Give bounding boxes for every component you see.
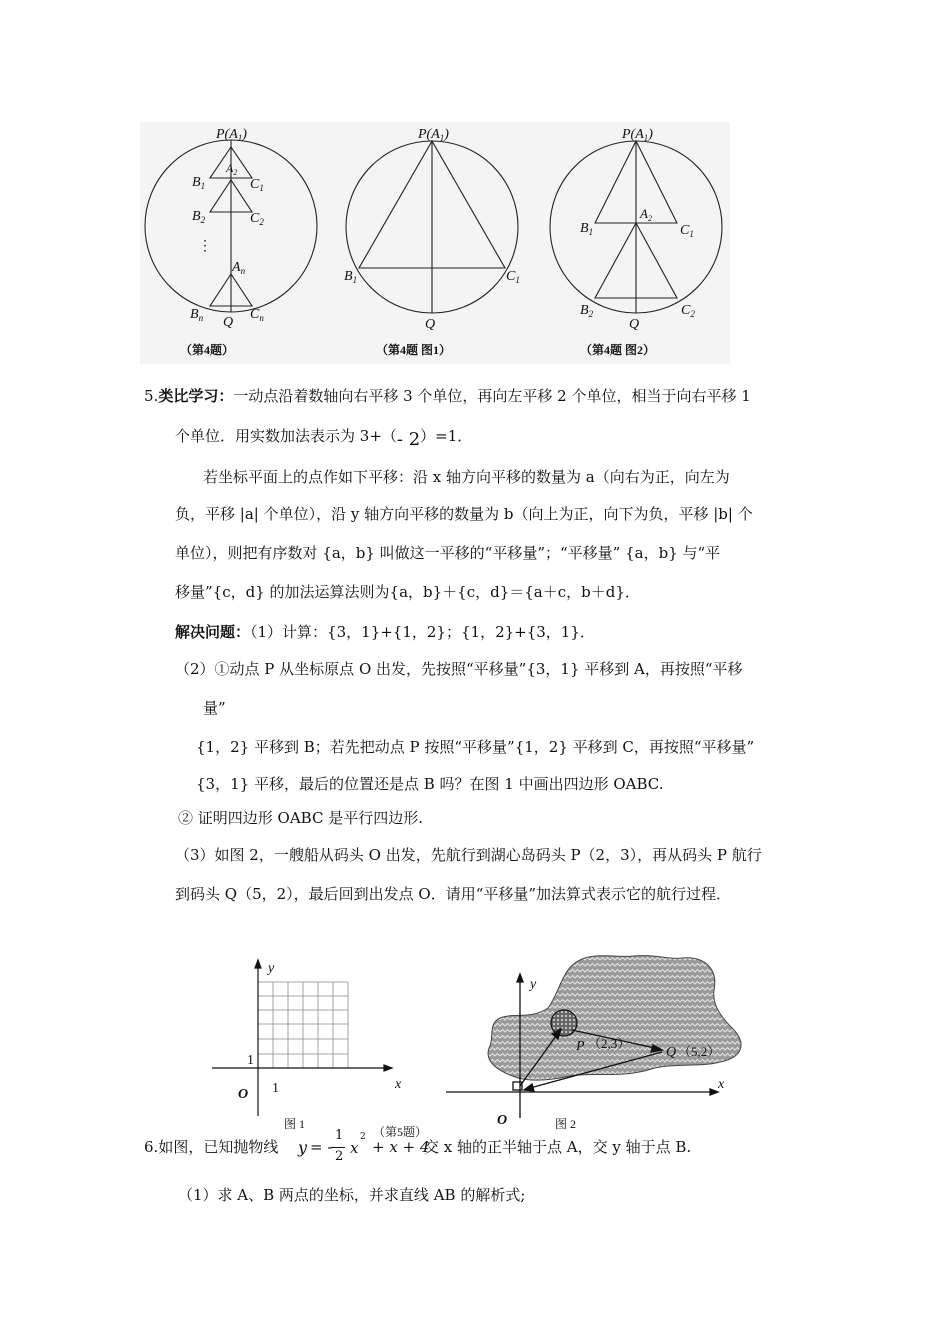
eq-rest: + x + 4 bbox=[372, 1138, 430, 1156]
q5-line-10: {1，2} 平移到 B；若先把动点 P 按照“平移量”{1，2} 平移到 C，再按照“平移量” bbox=[196, 738, 755, 756]
eq-exponent: 2 bbox=[360, 1132, 366, 1142]
q5-line-7 bbox=[175, 622, 595, 642]
label-p-middle: $P(A_1)$ bbox=[418, 127, 449, 143]
label-c2-right: $C_2$ bbox=[681, 303, 695, 319]
label-c1-middle: $C_1$ bbox=[506, 269, 520, 285]
lake-shape bbox=[488, 956, 741, 1081]
q5-line-8: （2）①动点 P 从坐标原点 O 出发，先按照“平移量”{3，1} 平移到 A，再按照“平移 bbox=[175, 660, 743, 678]
label-a2-right: $A_2$ bbox=[640, 206, 652, 223]
q5-line-14: 到码头 Q（5，2），最后回到出发点 O．请用“平移量”加法算式表示它的航行过程． bbox=[175, 885, 732, 903]
label-an: $A_n$ bbox=[232, 260, 246, 276]
q5-line-13: （3）如图 2，一艘船从码头 O 出发，先航行到湖心岛码头 P（2，3），再从码头 P 航行 bbox=[175, 846, 762, 864]
fig2-q-label: Q bbox=[666, 1045, 677, 1060]
label-dots: ⋮ bbox=[198, 239, 212, 254]
fig2-p-coord: （2,3） bbox=[588, 1036, 631, 1051]
q6-number: 6. bbox=[144, 1138, 159, 1156]
label-q-right: Q bbox=[629, 317, 640, 332]
label-cn: $C_n$ bbox=[250, 307, 264, 323]
q6-line-1 bbox=[144, 1128, 844, 1170]
fig1-one-y: 1 bbox=[247, 1053, 254, 1068]
label-b2-right: $B_2$ bbox=[580, 303, 594, 319]
fig2-q-coord: （5,2） bbox=[678, 1044, 721, 1059]
label-bn: $B_n$ bbox=[190, 307, 204, 323]
fig1-caption: 图 1 bbox=[284, 1117, 306, 1131]
q5-line-9: 量” bbox=[203, 699, 226, 717]
q5-number: 5. bbox=[144, 387, 159, 405]
q6-intro: 如图，已知抛物线 bbox=[158, 1138, 279, 1156]
label-c1-left: $C_1$ bbox=[250, 177, 264, 193]
q5-line-12: ② 证明四边形 OABC 是平行四边形. bbox=[178, 809, 423, 827]
fig2-origin: O bbox=[497, 1113, 508, 1128]
y-arrow-figure-2 bbox=[517, 974, 523, 982]
label-q-left: Q bbox=[223, 315, 234, 330]
label-p-right: $P(A_1)$ bbox=[622, 127, 653, 143]
q5-text-2a: 个单位．用实数加法表示为 3+（ bbox=[175, 427, 397, 445]
eq-equals: = - bbox=[310, 1138, 333, 1156]
figure-5-svg bbox=[200, 950, 760, 1140]
q5-line-3: 若坐标平面上的点作如下平移：沿 x 轴方向平移的数量为 a（向右为正，向左为 bbox=[203, 468, 730, 486]
frac-bar bbox=[331, 1147, 345, 1148]
label-b1-middle: $B_1$ bbox=[344, 269, 358, 285]
grid-figure-1 bbox=[258, 982, 348, 1068]
q5-part-1: （1）计算：{3，1}+{1，2}；{1，2}+{3，1}． bbox=[250, 623, 595, 641]
fig1-x-label: x bbox=[395, 1077, 402, 1092]
fig5-caption: （第5题） bbox=[373, 1125, 428, 1139]
q5-text-2b: - 2 bbox=[396, 429, 421, 450]
fig1-origin: O bbox=[238, 1087, 249, 1102]
frac-numerator: 1 bbox=[335, 1128, 344, 1143]
q5-solve-heading: 解决问题： bbox=[175, 623, 251, 641]
label-q-middle: Q bbox=[425, 317, 436, 332]
q6-after-equation: 交 x 轴的正半轴于点 A，交 y 轴于点 B. bbox=[424, 1138, 692, 1156]
x-arrow-figure-1 bbox=[384, 1065, 392, 1071]
label-b1-left: $B_1$ bbox=[192, 175, 206, 191]
figure-4-svg bbox=[140, 122, 730, 364]
label-a2-left: $A_2$ bbox=[226, 161, 238, 177]
label-b1-right: $B_1$ bbox=[580, 221, 594, 237]
q5-line-2 bbox=[175, 426, 473, 450]
label-c1-right: $C_1$ bbox=[680, 223, 694, 239]
eq-x: x bbox=[350, 1139, 359, 1157]
figure-5 bbox=[200, 950, 760, 1140]
fig2-y-label: y bbox=[530, 977, 537, 992]
fig2-x-label: x bbox=[718, 1077, 725, 1092]
eq-y: y bbox=[298, 1138, 308, 1157]
q5-text-1: 一动点沿着数轴向右平移 3 个单位，再向左平移 2 个单位，相当于向右平移 1 bbox=[233, 387, 751, 405]
fig2-caption: 图 2 bbox=[555, 1117, 577, 1131]
q5-line-11: {3，1} 平移，最后的位置还是点 B 吗？在图 1 中画出四边形 OABC. bbox=[196, 775, 664, 793]
fig1-one-x: 1 bbox=[272, 1081, 279, 1096]
fig2-p-label: P bbox=[576, 1039, 585, 1054]
x-arrow-figure-2 bbox=[710, 1089, 718, 1095]
label-c2-left: $C_2$ bbox=[250, 211, 264, 227]
label-p-left: $P(A_1)$ bbox=[216, 127, 247, 143]
frac-denominator: 2 bbox=[335, 1149, 344, 1164]
label-b2-left: $B_2$ bbox=[192, 209, 206, 225]
caption-fig4: （第4题） bbox=[180, 343, 235, 357]
q5-line-6: 移量”{c，d} 的加法运算法则为{a，b}＋{c，d}＝{a＋c，b＋d}． bbox=[175, 583, 640, 601]
y-arrow-figure-1 bbox=[255, 960, 261, 968]
q5-line-1 bbox=[144, 386, 751, 406]
q5-line-4: 负，平移 |a| 个单位），沿 y 轴方向平移的数量为 b（向上为正，向下为负，平移 |b| 个 bbox=[175, 505, 753, 523]
caption-fig4-1: （第4题 图1） bbox=[376, 343, 452, 357]
arrowhead-q-o bbox=[524, 1084, 534, 1091]
q5-text-2c: ）=1． bbox=[420, 427, 473, 445]
q5-line-5: 单位），则把有序数对 {a，b} 叫做这一平移的“平移量”；“平移量” {a，b} 与“平 bbox=[175, 544, 721, 562]
figure-4-panel bbox=[140, 122, 730, 364]
q6-part-1: （1）求 A、B 两点的坐标，并求直线 AB 的解析式; bbox=[178, 1186, 526, 1204]
fig1-y-label: y bbox=[268, 961, 275, 976]
caption-fig4-2: （第4题 图2） bbox=[580, 343, 656, 357]
q5-heading: 类比学习： bbox=[158, 387, 234, 405]
